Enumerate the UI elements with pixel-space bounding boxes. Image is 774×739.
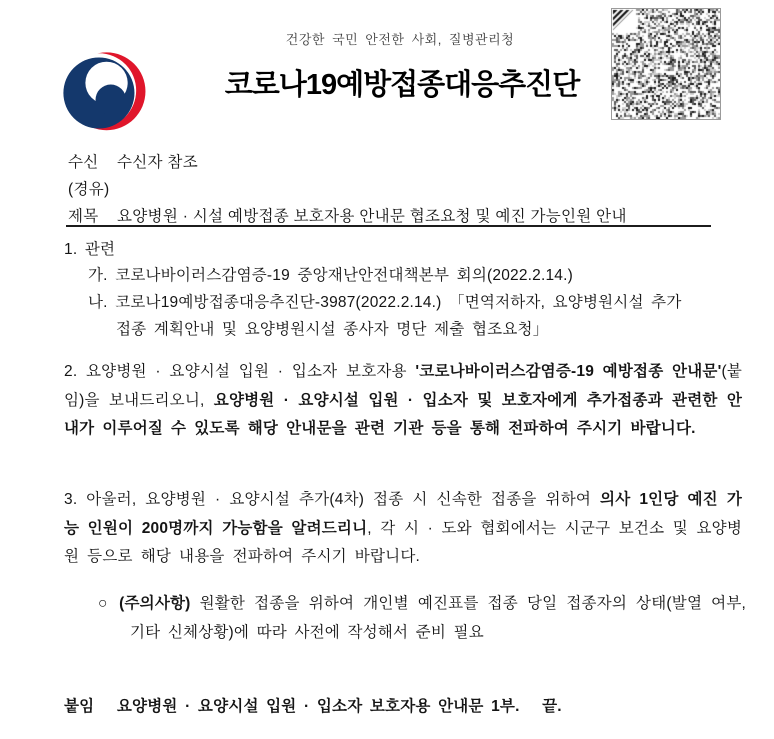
- recipient-line: [68, 149, 627, 176]
- header-divider: [66, 225, 711, 227]
- section2-paragraph: 2. 요양병원 · 요양시설 입원 · 입소자 보호자용 '코로나바이러스감염증-19 예방접종 안내문'(붙임)을 보내드리오니, 요양병원 · 요양시설 입원 · 입소자 및 보호자에게 추가접종과 관련한 안내가 이루어질 수 있도록 해당 안내문을 관련 기관 등을 통해 전파하여 주시기 바랍니다.: [64, 363, 743, 437]
- caution-note: [98, 590, 746, 647]
- via-line: (경유): [68, 181, 110, 198]
- recipient-label: 수신: [68, 154, 99, 171]
- government-emblem-icon: [60, 50, 148, 136]
- agency-slogan: 건강한 국민 안전한 사회, 질병관리청: [285, 32, 515, 47]
- section1-item-ga: 가. 코로나바이러스감염증-19 중앙재난안전대책본부 회의(2022.2.14.): [88, 267, 573, 284]
- document-title: 코로나19예방접종대응추진단: [224, 69, 580, 101]
- letter-meta-block: [68, 149, 627, 230]
- recipient-value: 수신자 참조: [117, 154, 198, 171]
- barcode-image: [612, 9, 720, 119]
- section1-item-na: 나. 코로나19예방접종대응추진단-3987(2022.2.14.) 「면역저하자, 요양병원시설 추가: [88, 294, 682, 311]
- section3-paragraph: 3. 아울러, 요양병원 · 요양시설 추가(4차) 접종 시 신속한 접종을 위하여 의사 1인당 예진 가능 인원이 200명까지 가능함을 알려드리니, 각 시 · 도와 협회에서는 시군구 보건소 및 요양병원 등으로 해당 내용을 전파하여 주시기 바랍니다.: [64, 491, 742, 565]
- subject-label: 제목: [68, 208, 99, 225]
- section1-item-na-continued: 접종 계획안내 및 요양병원시설 종사자 명단 제출 협조요청」: [116, 321, 549, 338]
- document-barcode: [611, 8, 721, 120]
- subject-value: 요양병원 · 시설 예방접종 보호자용 안내문 협조요청 및 예진 가능인원 안내: [117, 208, 627, 225]
- section1-heading: 1. 관련: [64, 241, 116, 258]
- circle-bullet-icon: ○: [98, 595, 110, 612]
- attachment-line: 붙임 요양병원 · 요양시설 입원 · 입소자 보호자용 안내문 1부. 끝.: [64, 698, 562, 715]
- caution-note-text: (주의사항) 원활한 접종을 위하여 개인별 예진표를 접종 당일 접종자의 상태(발열 여부, 기타 신체상황)에 따라 사전에 작성해서 준비 필요: [119, 595, 747, 641]
